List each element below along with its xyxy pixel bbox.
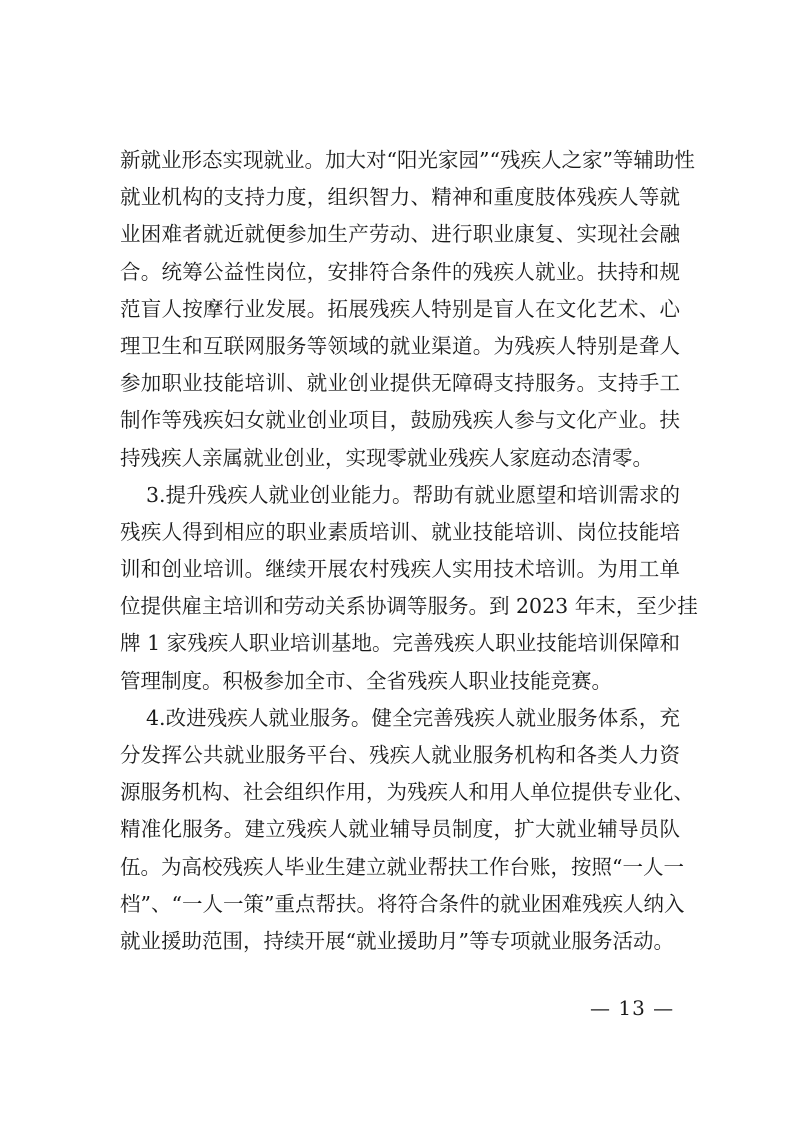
text-line: 合。统筹公益性岗位，安排符合条件的残疾人就业。扶持和规	[120, 259, 680, 284]
text-line: 残疾人得到相应的职业素质培训、就业技能培训、岗位技能培	[120, 519, 680, 544]
text-line: 参加职业技能培训、就业创业提供无障碍支持服务。支持手工	[120, 371, 680, 396]
page-number: — 13 —	[590, 996, 675, 1020]
text-line: 范盲人按摩行业发展。拓展残疾人特别是盲人在文化艺术、心	[120, 296, 680, 321]
text-line: 业困难者就近就便参加生产劳动、进行职业康复、实现社会融	[120, 222, 680, 247]
text-line: 管理制度。积极参加全市、全省残疾人职业技能竞赛。	[120, 668, 612, 693]
text-line: 训和创业培训。继续开展农村残疾人实用技术培训。为用工单	[120, 557, 680, 582]
text-line: 就业援助范围，持续开展“就业援助月”等专项就业服务活动。	[120, 928, 674, 953]
text-line: 理卫生和互联网服务等领域的就业渠道。为残疾人特别是聋人	[120, 333, 680, 358]
text-line: 档”、“一人一策”重点帮扶。将符合条件的就业困难残疾人纳入	[120, 891, 685, 916]
text-line: 就业机构的支持力度，组织智力、精神和重度肢体残疾人等就	[120, 185, 680, 210]
text-line: 精准化服务。建立残疾人就业辅导员制度，扩大就业辅导员队	[120, 817, 680, 842]
section-heading-line: 4.改进残疾人就业服务。健全完善残疾人就业服务体系，充	[146, 705, 680, 730]
text-line: 牌 1 家残疾人职业培训基地。完善残疾人职业技能培训保障和	[120, 631, 680, 656]
text-line: 伍。为高校残疾人毕业生建立就业帮扶工作台账，按照“一人一	[120, 854, 684, 879]
section-heading-line: 3.提升残疾人就业创业能力。帮助有就业愿望和培训需求的	[146, 482, 680, 507]
text-line: 位提供雇主培训和劳动关系协调等服务。到 2023 年末，至少挂	[120, 594, 698, 619]
text-line: 源服务机构、社会组织作用，为残疾人和用人单位提供专业化、	[120, 780, 694, 805]
text-line: 新就业形态实现就业。加大对“阳光家园”“残疾人之家”等辅助性	[120, 148, 695, 172]
text-line: 分发挥公共就业服务平台、残疾人就业服务机构和各类人力资	[120, 743, 680, 767]
text-line: 持残疾人亲属就业创业，实现零就业残疾人家庭动态清零。	[120, 445, 653, 470]
text-line: 制作等残疾妇女就业创业项目，鼓励残疾人参与文化产业。扶	[120, 408, 680, 433]
body-text	[120, 142, 698, 960]
